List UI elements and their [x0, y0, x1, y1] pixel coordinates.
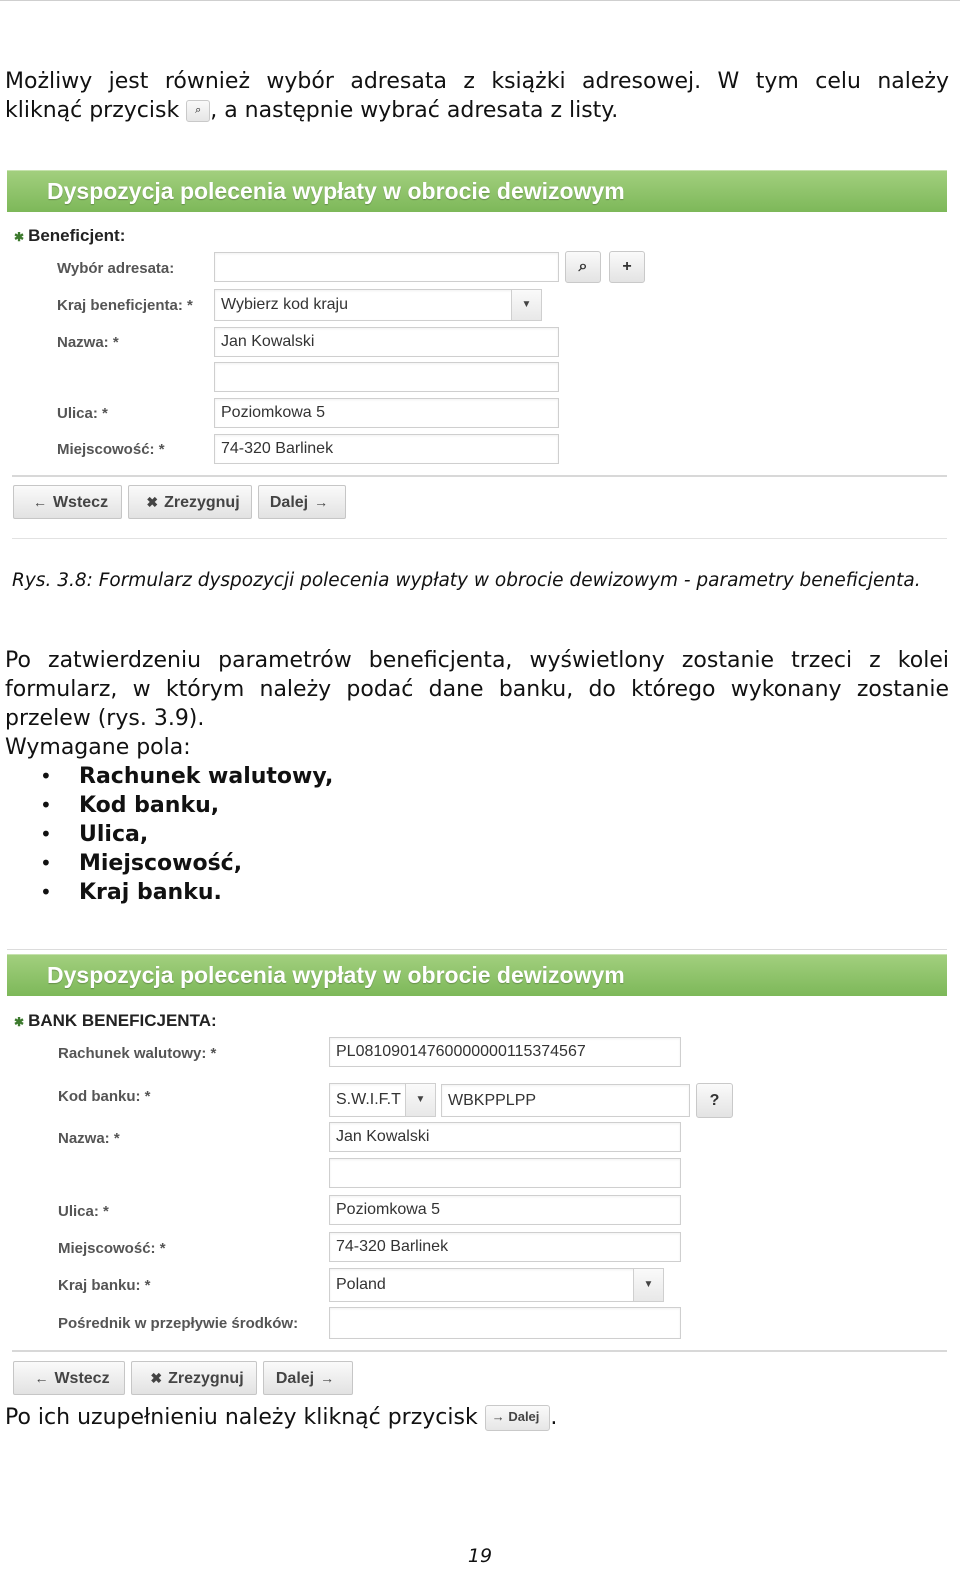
help-button[interactable] — [696, 1083, 733, 1118]
arrow-right-icon: → — [314, 494, 329, 510]
cancel-button[interactable] — [131, 1361, 257, 1395]
search-icon: ⌕ — [578, 258, 588, 275]
chevron-down-icon[interactable]: ▼ — [633, 1269, 663, 1301]
recipient-select-input[interactable] — [214, 252, 559, 282]
close-icon: ✖ — [146, 494, 159, 510]
next-button[interactable] — [263, 1361, 353, 1395]
intermediary-input[interactable] — [329, 1307, 681, 1339]
bank-code-type-value: S.W.I.F.T — [336, 1091, 401, 1108]
street-input[interactable]: Poziomkowa 5 — [214, 398, 559, 428]
para2-line-3: przelew (rys. 3.9). — [5, 706, 205, 731]
intro-line-1: Możliwy jest również wybór adresata z książki adresowej. W tym celu należy — [5, 69, 949, 94]
intro-line-2-end: , a następnie wybrać adresata z listy. — [210, 98, 619, 123]
outro-end: . — [550, 1405, 558, 1430]
label-nazwa: Nazwa: * — [58, 1130, 120, 1147]
form-title: Dyspozycja polecenia wypłaty w obrocie dewizowym — [7, 170, 947, 212]
bank-country-select[interactable] — [329, 1268, 664, 1302]
next-button-label: Dalej — [275, 1370, 315, 1387]
search-icon: ⌕ — [195, 103, 202, 116]
arrow-right-icon: → — [320, 1370, 335, 1386]
page-number: 19 — [467, 1545, 493, 1567]
address-book-button[interactable] — [565, 251, 601, 283]
back-button-label: Wstecz — [54, 1370, 110, 1387]
section-title — [14, 1011, 217, 1031]
label-kod: Kod banku: * — [58, 1088, 151, 1105]
inline-next-label: Dalej — [508, 1409, 540, 1424]
cancel-button-label: Zrezygnuj — [164, 494, 240, 511]
add-recipient-button[interactable] — [609, 251, 645, 283]
paragraph-2 — [5, 646, 949, 762]
form-bank-beneficjenta — [7, 954, 947, 1399]
outro-paragraph — [5, 1403, 949, 1432]
cancel-button-label: Zrezygnuj — [168, 1370, 244, 1387]
cancel-button[interactable] — [128, 485, 252, 519]
list-item: • Miejscowość, — [0, 849, 333, 878]
label-rachunek: Rachunek walutowy: * — [58, 1045, 217, 1062]
intro-line-2-start: kliknąć przycisk — [5, 98, 180, 123]
para2-line-1: Po zatwierdzeniu parametrów beneficjenta, wyświetlony zostanie trzeci z kolei — [5, 648, 949, 673]
name-input-line-2[interactable] — [214, 362, 559, 392]
bank-street-input[interactable]: Poziomkowa 5 — [329, 1195, 681, 1225]
top-rule — [0, 0, 960, 1]
arrow-left-icon: ← — [34, 1370, 49, 1386]
next-button-label: Dalej — [269, 494, 309, 511]
next-button[interactable] — [258, 485, 346, 519]
label-nazwa: Nazwa: * — [57, 334, 119, 351]
country-select[interactable] — [214, 289, 542, 321]
divider — [12, 475, 947, 477]
label-wybor: Wybór adresata: — [57, 260, 175, 277]
gear-icon: ✱ — [14, 230, 25, 244]
arrow-right-icon: → — [491, 1409, 509, 1424]
para2-line-4: Wymagane pola: — [5, 735, 191, 760]
back-button-label: Wstecz — [52, 494, 109, 511]
chevron-down-icon[interactable]: ▼ — [405, 1084, 435, 1116]
intro-paragraph — [5, 67, 949, 125]
chevron-down-icon[interactable]: ▼ — [511, 290, 541, 320]
bank-city-input[interactable]: 74-320 Barlinek — [329, 1232, 681, 1262]
account-input[interactable]: PL08109014760000000115374567 — [329, 1037, 681, 1067]
divider — [12, 1350, 947, 1352]
bottom-divider — [12, 538, 947, 539]
outro-text: Po ich uzupełnieniu należy kliknąć przycisk — [5, 1405, 478, 1430]
label-kraj: Kraj beneficjenta: * — [57, 297, 193, 314]
question-icon: ? — [709, 1092, 720, 1109]
label-ulica: Ulica: * — [58, 1203, 109, 1220]
para2-line-2: formularz, w którym należy podać dane banku, do którego wykonany zostanie — [5, 677, 949, 702]
country-select-value: Wybierz kod kraju — [221, 296, 349, 313]
back-button[interactable] — [13, 1361, 125, 1395]
list-item: • Kraj banku. — [0, 878, 333, 907]
city-input[interactable]: 74-320 Barlinek — [214, 434, 559, 464]
inline-search-button — [186, 100, 210, 122]
intro-line-2 — [5, 96, 949, 125]
list-item: • Kod banku, — [0, 791, 333, 820]
label-kraj: Kraj banku: * — [58, 1277, 151, 1294]
label-miejscowosc: Miejscowość: * — [57, 441, 165, 458]
figure-caption: Rys. 3.8: Formularz dyspozycji polecenia wypłaty w obrocie dewizowym - parametry beneficjenta. — [12, 570, 921, 591]
form-beneficjent — [7, 170, 947, 542]
inline-next-button — [485, 1405, 551, 1431]
gear-icon: ✱ — [14, 1015, 25, 1029]
arrow-left-icon: ← — [32, 494, 47, 510]
list-item: • Ulica, — [0, 820, 333, 849]
back-button[interactable] — [13, 485, 122, 519]
label-ulica: Ulica: * — [57, 405, 108, 422]
bank-code-type-select[interactable] — [329, 1083, 436, 1117]
label-miejscowosc: Miejscowość: * — [58, 1240, 166, 1257]
section-title-text: BANK BENEFICJENTA: — [28, 1011, 217, 1030]
bank-name-input-line-2[interactable] — [329, 1158, 681, 1188]
required-fields-list — [0, 762, 333, 907]
label-posrednik: Pośrednik w przepływie środków: — [58, 1315, 299, 1332]
bank-name-input[interactable]: Jan Kowalski — [329, 1122, 681, 1152]
list-item: • Rachunek walutowy, — [0, 762, 333, 791]
name-input[interactable]: Jan Kowalski — [214, 327, 559, 357]
form2-top-rule — [7, 949, 947, 950]
bank-code-input[interactable]: WBKPPLPP — [441, 1084, 690, 1117]
section-title-text: Beneficjent: — [28, 226, 126, 245]
bank-country-value: Poland — [336, 1276, 386, 1293]
close-icon: ✖ — [150, 1370, 163, 1386]
plus-icon: + — [622, 258, 632, 275]
form-title: Dyspozycja polecenia wypłaty w obrocie dewizowym — [7, 954, 947, 996]
section-title — [14, 226, 125, 246]
